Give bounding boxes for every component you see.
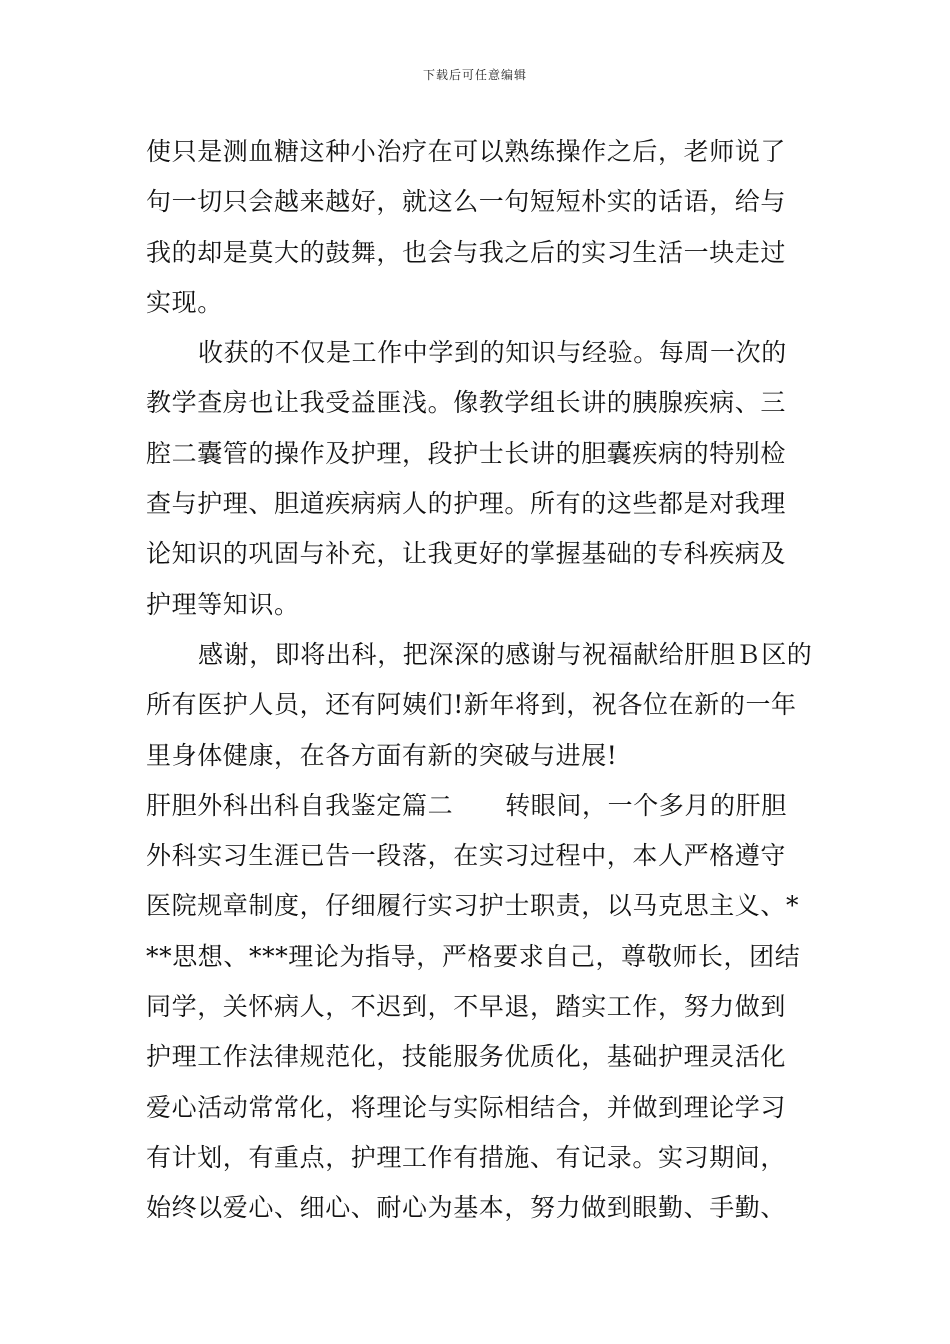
text-line: 始终以爱心、细心、耐心为基本，努力做到眼勤、手勤、: [146, 1193, 787, 1223]
text-line: 医院规章制度，仔细履行实习护士职责，以马克思主义、*: [146, 891, 800, 921]
text-line: **思想、***理论为指导，严格要求自己，尊敬师长，团结: [146, 941, 801, 971]
text-line: 句一切只会越来越好，就这么一句短短朴实的话语，给与: [146, 187, 787, 217]
text-line: 我的却是莫大的鼓舞，也会与我之后的实习生活一块走过: [146, 237, 787, 267]
section-title: 肝胆外科出科自我鉴定篇二: [146, 790, 454, 820]
text-line: 教学查房也让我受益匪浅。像教学组长讲的胰腺疾病、三: [146, 388, 787, 418]
text-line: 使只是测血糖这种小治疗在可以熟练操作之后，老师说了: [146, 137, 787, 166]
text-line: 有计划，有重点，护理工作有措施、有记录。实习期间，: [146, 1142, 787, 1172]
text-line: 实现。: [146, 287, 223, 317]
text-line: 腔二囊管的操作及护理，段护士长讲的胆囊疾病的特别检: [146, 438, 787, 468]
text-line: 查与护理、胆道疾病病人的护理。所有的这些都是对我理: [146, 489, 787, 519]
text-line: 爱心活动常常化，将理论与实际相结合，并做到理论学习: [146, 1092, 787, 1122]
text-line: 护理等知识。: [146, 589, 300, 619]
text-line: 论知识的巩固与补充，让我更好的掌握基础的专科疾病及: [146, 539, 787, 569]
document-body: [146, 127, 813, 1234]
text-line: 同学，关怀病人，不迟到，不早退，踏实工作，努力做到: [146, 992, 787, 1022]
section-title-line: [146, 781, 806, 831]
text-line: 护理工作法律规范化，技能服务优质化，基础护理灵活化: [146, 1042, 787, 1072]
text-line: 所有医护人员，还有阿姨们!新年将到，祝各位在新的一年: [146, 690, 797, 720]
section-text-start: 转眼间，一个多月的肝胆: [505, 790, 787, 820]
text-line: 外科实习生涯已告一段落，在实习过程中，本人严格遵守: [146, 841, 787, 871]
text-line: 里身体健康，在各方面有新的突破与进展!: [146, 740, 618, 770]
paragraph-first-line: 感谢，即将出科，把深深的感谢与祝福献给肝胆Ｂ区的: [198, 639, 813, 669]
paragraph-first-line: 收获的不仅是工作中学到的知识与经验。每周一次的: [198, 338, 787, 368]
header-note: 下载后可任意编辑: [422, 68, 527, 82]
